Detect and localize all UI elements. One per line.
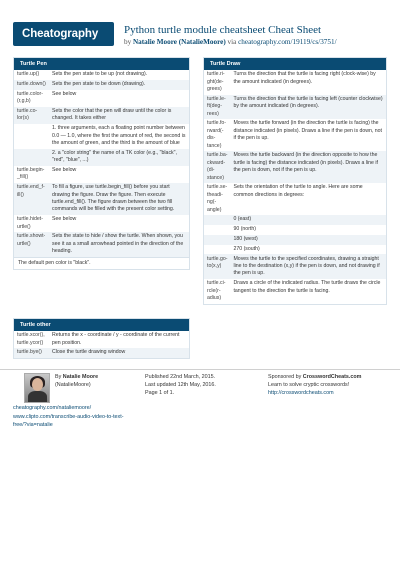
command-description: Returns the x - coordinate / y - coordinate of the current pen position.	[49, 331, 189, 348]
table-row	[14, 183, 189, 215]
command-description: 1. three arguments, each a floating point number between 0.0 — 1.0, where the first the amount of red, the second is the amount of green, and the third is the amount of blue	[49, 124, 189, 149]
table-row	[204, 119, 386, 151]
section-heading: Turtle Pen	[14, 58, 189, 70]
table-row	[14, 80, 189, 90]
turtle-draw-table	[204, 70, 386, 304]
command-name: turtle.begin-_fill()	[14, 166, 49, 183]
command-description: See below	[49, 166, 189, 183]
command-description: To fill a figure, use turtle.begin_fill() before you start drawing the figure. Draw the figure. Then execute turtle.end_fill(). The figure drawn between the two fill commands will be filled with the present color setting.	[49, 183, 189, 215]
command-name: turtle.showt-urtle()	[14, 232, 49, 257]
command-name	[204, 245, 230, 255]
footer-author-handle: (NatalieMoore)	[55, 382, 91, 388]
command-name: turtle.end_f-ill()	[14, 183, 49, 215]
command-name	[204, 225, 230, 235]
byline-via: via	[227, 38, 237, 46]
table-row	[14, 232, 189, 257]
command-description: Sets the pen state to be down (drawing).	[49, 80, 189, 90]
section-turtle-other	[13, 318, 190, 359]
footer-author-name[interactable]: Natalie Moore	[62, 374, 99, 380]
command-name	[204, 235, 230, 245]
byline-prefix: by	[124, 38, 132, 46]
section-note: The default pen color is "black".	[14, 257, 189, 269]
table-row	[204, 183, 386, 215]
table-row	[204, 235, 386, 245]
command-description: Moves the turtle forward (in the direction the turtle is facing) the distance indicated (in pixels). Draws a line if the pen is down, not if the pen is up.	[230, 119, 386, 151]
command-description: Sets the state to hide / show the turtle. When shown, you see it as a small arrowhead pointed in the direction of the heading.	[49, 232, 189, 257]
table-row	[14, 107, 189, 124]
command-description: 90 (north)	[230, 225, 386, 235]
section-heading: Turtle other	[14, 319, 189, 331]
last-updated-date: Last updated 12th May, 2016.	[145, 382, 216, 388]
author-avatar	[24, 373, 50, 403]
table-row	[14, 149, 189, 166]
command-name: turtle.xcor(), turtle.ycor()	[14, 331, 49, 348]
section-turtle-draw	[203, 57, 387, 305]
command-description: Draws a circle of the indicated radius. The turtle draws the circle tangent to the direction the turtle is facing.	[230, 279, 386, 304]
command-name: turtle.bye()	[14, 348, 49, 358]
command-name	[14, 124, 49, 149]
table-row	[204, 245, 386, 255]
command-name: turtle.up()	[14, 70, 49, 80]
command-description: Turns the direction that the turtle is facing right (clock-wise) by the amount indicated (in degrees).	[230, 70, 386, 95]
command-name: turtle.fo-rward(-dis-tance)	[204, 119, 230, 151]
sheet-url-link[interactable]: cheatography.com/19119/cs/3751/	[238, 38, 337, 46]
sponsor-url-link[interactable]: http://crosswordcheats.com	[268, 390, 334, 396]
table-row	[204, 95, 386, 120]
byline	[124, 38, 337, 46]
command-name: turtle.go-to(x,y)	[204, 254, 230, 279]
table-row	[14, 90, 189, 107]
table-row	[14, 348, 189, 358]
sponsor-prefix: Sponsored by	[268, 374, 302, 380]
footer-author	[55, 373, 98, 381]
command-description: Moves the turtle to the specified coordinates, drawing a straight line to the destination (x,y) if the pen is down, and not drawing if the pen is up.	[230, 254, 386, 279]
command-description: Moves the turtle backward (in the direction opposite to how the turtle is facing) the distance indicated (in pixels). Draws a line if the pen is down, not if the pen is up.	[230, 151, 386, 183]
command-name: turtle.color-(r,g,b)	[14, 90, 49, 107]
command-name: turtle.ba-ckward-(di-stance)	[204, 151, 230, 183]
command-name: turtle.co-lor(s)	[14, 107, 49, 124]
clipto-link[interactable]: www.clipto.com/transcribe-audio-video-to-text-free/?via=natalie	[13, 414, 124, 428]
table-row	[14, 70, 189, 80]
section-heading: Turtle Draw	[204, 58, 386, 70]
table-row	[204, 215, 386, 225]
author-link[interactable]: Natalie Moore (NatalieMoore)	[132, 38, 226, 46]
table-row	[14, 166, 189, 183]
command-description: Turns the direction that the turtle is facing left (counter clockwise) by the amount indicated (in degrees).	[230, 95, 386, 120]
command-name: turtle.hidet-urtle()	[14, 215, 49, 232]
command-name: turtle.down()	[14, 80, 49, 90]
command-description: See below	[49, 90, 189, 107]
sponsor-line	[268, 373, 361, 381]
sponsor-tagline: Learn to solve cryptic crosswords!	[268, 382, 350, 388]
command-name	[204, 215, 230, 225]
logo-text: Cheatography	[22, 28, 99, 40]
command-description: Sets the color that the pen will draw until the color is changed. It takes either	[49, 107, 189, 124]
table-row	[204, 225, 386, 235]
table-row	[14, 331, 189, 348]
command-description: Sets the pen state to be up (not drawing).	[49, 70, 189, 80]
command-description: 180 (west)	[230, 235, 386, 245]
table-row	[204, 254, 386, 279]
page-title: Python turtle module cheatsheet Cheat Sheet	[124, 24, 322, 36]
command-name: turtle.ci-rcle(r-adius)	[204, 279, 230, 304]
table-row	[14, 215, 189, 232]
table-row	[204, 70, 386, 95]
author-profile-link[interactable]: cheatography.com/nataliemoore/	[13, 405, 92, 411]
turtle-pen-table	[14, 70, 189, 257]
section-turtle-pen	[13, 57, 190, 270]
table-row	[14, 124, 189, 149]
command-name: turtle.ri-ght(de-grees)	[204, 70, 230, 95]
command-name: turtle.le-ft(deg-rees)	[204, 95, 230, 120]
command-description: See below	[49, 215, 189, 232]
page-count: Page 1 of 1.	[145, 390, 175, 396]
command-name: turtle.se-theadi-ng(-angle)	[204, 183, 230, 215]
footer-by-label: By	[55, 374, 62, 380]
table-row	[204, 151, 386, 183]
command-description: 270 (south)	[230, 245, 386, 255]
published-date: Published 22nd March, 2015.	[145, 374, 216, 380]
turtle-other-table	[14, 331, 189, 358]
command-description: Close the turtle drawing window	[49, 348, 189, 358]
page-header	[0, 0, 400, 52]
cheatography-logo[interactable]	[13, 22, 114, 46]
command-description: 0 (east)	[230, 215, 386, 225]
sponsor-name[interactable]: CrosswordCheats.com	[302, 374, 362, 380]
command-description: Sets the orientation of the turtle to angle. Here are some common directions in degrees:	[230, 183, 386, 215]
command-description: 2. a "color string" the name of a TK color (e.g., "black", "red", "blue", ...)	[49, 149, 189, 166]
command-name	[14, 149, 49, 166]
table-row	[204, 279, 386, 304]
